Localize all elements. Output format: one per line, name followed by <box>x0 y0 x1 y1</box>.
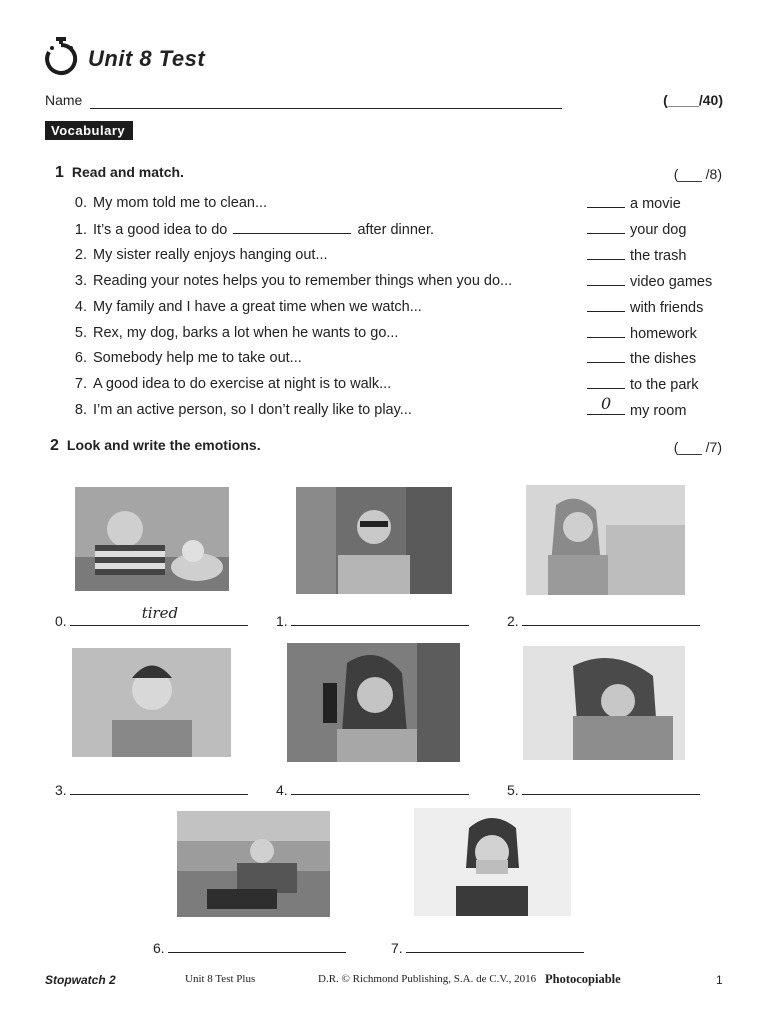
answer-line[interactable] <box>291 781 469 795</box>
photo-scared-woman <box>414 808 571 916</box>
answer-blank[interactable] <box>587 325 625 338</box>
question-row: 5. Rex, my dog, barks a lot when he wants to go... <box>74 325 399 341</box>
answer-blank[interactable] <box>587 394 625 415</box>
question-text: My mom told me to clean... <box>93 195 268 211</box>
stopwatch-logo-icon <box>44 36 78 76</box>
answer-option: to the park <box>587 376 699 393</box>
caption-item: 0. tired <box>55 612 248 629</box>
answer-option: homework <box>587 325 697 342</box>
caption-item: 5. <box>507 781 700 798</box>
caption-item: 3. <box>55 781 248 798</box>
caption-item: 6. <box>153 939 346 956</box>
question-row: 6. Somebody help me to take out... <box>74 350 302 366</box>
answer-option: your dog <box>587 221 686 238</box>
question-row: 8. I’m an active person, so I don’t really like to play... <box>74 402 412 418</box>
question-row: 3. Reading your notes helps you to remember things when you do... <box>74 273 513 289</box>
caption-item: 7. <box>391 939 584 956</box>
photo-surprised-man <box>72 648 231 757</box>
question-text: Rex, my dog, barks a lot when he wants to go... <box>93 325 399 341</box>
answer-line[interactable] <box>291 612 469 626</box>
exercise-2-heading <box>50 437 261 455</box>
answer-line[interactable] <box>522 781 700 795</box>
exercise-1-score: (___ /8) <box>673 166 722 182</box>
caption-item: 2. <box>507 612 700 629</box>
answer-blank[interactable] <box>587 195 625 208</box>
answer-blank[interactable] <box>587 350 625 363</box>
question-row: 7. A good idea to do exercise at night is to walk... <box>74 376 392 392</box>
answer-line[interactable] <box>406 939 584 953</box>
caption-item: 1. <box>276 612 469 629</box>
exercise-1-heading <box>55 164 184 182</box>
section-tag-vocabulary: Vocabulary <box>45 121 133 140</box>
handwritten-answer: tired <box>141 604 179 622</box>
answer-blank[interactable] <box>587 273 625 286</box>
name-label: Name <box>45 92 83 108</box>
question-row: 4. My family and I have a great time when we watch... <box>74 299 422 315</box>
answer-option: the trash <box>587 247 686 264</box>
answer-line[interactable] <box>168 939 346 953</box>
exercise-number: 2 <box>50 437 59 454</box>
question-text: I’m an active person, so I don’t really like to play... <box>93 402 412 418</box>
answer-blank[interactable] <box>587 299 625 312</box>
answer-blank[interactable] <box>587 376 625 389</box>
footer-copyright: D.R. © Richmond Publishing, S.A. de C.V., 2016 <box>318 973 537 985</box>
question-text: My family and I have a great time when we watch... <box>93 299 422 315</box>
answer-blank[interactable] <box>587 221 625 234</box>
question-text: Somebody help me to take out... <box>93 350 302 366</box>
footer-photocopiable: Photocopiable <box>545 972 621 986</box>
answer-option: a movie <box>587 195 681 212</box>
answer-option: the dishes <box>587 350 696 367</box>
handwritten-answer: 0 <box>601 394 612 413</box>
fill-blank[interactable] <box>233 221 351 234</box>
footer-test-name: Unit 8 Test Plus <box>185 973 256 985</box>
answer-option: with friends <box>587 299 703 316</box>
question-row: 2. My sister really enjoys hanging out... <box>74 247 328 263</box>
total-score: (____/40) <box>663 92 723 108</box>
photo-tired-child-with-cat <box>75 487 229 591</box>
name-field[interactable] <box>90 108 562 109</box>
answer-option: 0 my room <box>587 402 686 419</box>
answer-blank[interactable] <box>587 247 625 260</box>
exercise-number: 1 <box>55 164 64 181</box>
question-text: A good idea to do exercise at night is to walk... <box>93 376 392 392</box>
question-text: Reading your notes helps you to remember things when you do... <box>93 273 513 289</box>
question-row: 0. My mom told me to clean... <box>74 195 268 211</box>
photo-sad-woman <box>523 646 685 760</box>
answer-option: video games <box>587 273 712 290</box>
question-row: 1. It’s a good idea to do after dinner. <box>74 222 435 238</box>
page-title: Unit 8 Test <box>88 46 206 71</box>
caption-item: 4. <box>276 781 469 798</box>
photo-excited-woman-phone <box>526 485 685 595</box>
question-text: It’s a good idea to do <box>93 222 228 238</box>
answer-line[interactable] <box>70 781 248 795</box>
photo-worried-man-airport <box>177 811 330 917</box>
question-text: after dinner. <box>357 222 435 238</box>
footer-brand: Stopwatch 2 <box>45 973 116 987</box>
exercise-2-score: (___ /7) <box>673 439 722 455</box>
question-text: My sister really enjoys hanging out... <box>93 247 328 263</box>
exercise-instruction: Look and write the emotions. <box>66 437 261 453</box>
photo-happy-man-headphones <box>296 487 452 594</box>
page-number: 1 <box>716 973 723 987</box>
answer-line[interactable] <box>522 612 700 626</box>
exercise-instruction: Read and match. <box>71 164 184 180</box>
photo-angry-woman-phone <box>287 643 460 762</box>
